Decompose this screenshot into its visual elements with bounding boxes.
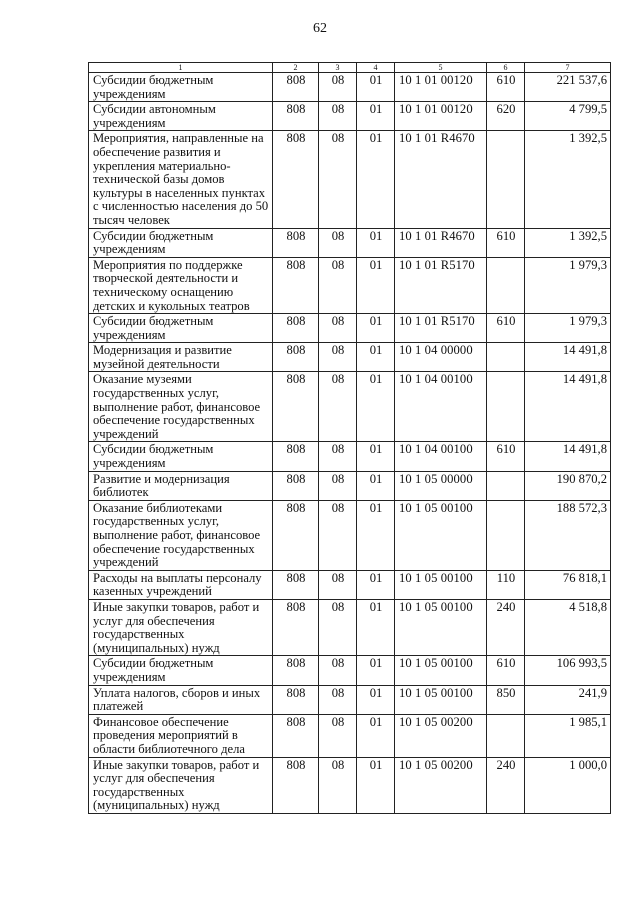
- section-code: 08: [319, 314, 357, 343]
- subsection-code: 01: [357, 131, 395, 228]
- item-name: Субсидии бюджетным учреждениям: [89, 442, 273, 471]
- item-name: Мероприятия, направленные на обеспечение развития и укрепления материально-технической базы домов культуры в населенных пунктах с численностью населения до 50 тысяч человек: [89, 131, 273, 228]
- ministry-code: 808: [273, 471, 319, 500]
- ministry-code: 808: [273, 656, 319, 685]
- target-article-code: 10 1 05 00100: [395, 656, 487, 685]
- expense-type-code: 610: [487, 314, 525, 343]
- section-code: 08: [319, 131, 357, 228]
- section-code: 08: [319, 599, 357, 655]
- subsection-code: 01: [357, 102, 395, 131]
- amount: 14 491,8: [525, 442, 611, 471]
- expense-type-code: [487, 343, 525, 372]
- expense-type-code: 610: [487, 442, 525, 471]
- table-row: [89, 73, 611, 102]
- subsection-code: 01: [357, 471, 395, 500]
- ministry-code: 808: [273, 343, 319, 372]
- ministry-code: 808: [273, 570, 319, 599]
- item-name: Развитие и модернизация библиотек: [89, 471, 273, 500]
- column-header: 5: [395, 63, 487, 73]
- expense-type-code: [487, 471, 525, 500]
- item-name: Модернизация и развитие музейной деятельности: [89, 343, 273, 372]
- section-code: 08: [319, 257, 357, 313]
- amount: 4 799,5: [525, 102, 611, 131]
- target-article-code: 10 1 05 00100: [395, 500, 487, 570]
- column-numbers-row: [89, 63, 611, 73]
- expense-type-code: 110: [487, 570, 525, 599]
- amount: 188 572,3: [525, 500, 611, 570]
- ministry-code: 808: [273, 228, 319, 257]
- expense-type-code: [487, 714, 525, 757]
- target-article-code: 10 1 01 R5170: [395, 314, 487, 343]
- column-header: 1: [89, 63, 273, 73]
- section-code: 08: [319, 228, 357, 257]
- ministry-code: 808: [273, 102, 319, 131]
- item-name: Иные закупки товаров, работ и услуг для обеспечения государственных (муниципальных) нужд: [89, 757, 273, 813]
- table-row: [89, 500, 611, 570]
- target-article-code: 10 1 04 00000: [395, 343, 487, 372]
- subsection-code: 01: [357, 656, 395, 685]
- target-article-code: 10 1 05 00200: [395, 757, 487, 813]
- amount: 1 979,3: [525, 314, 611, 343]
- amount: 1 979,3: [525, 257, 611, 313]
- section-code: 08: [319, 714, 357, 757]
- amount: 241,9: [525, 685, 611, 714]
- ministry-code: 808: [273, 599, 319, 655]
- section-code: 08: [319, 442, 357, 471]
- target-article-code: 10 1 01 00120: [395, 73, 487, 102]
- subsection-code: 01: [357, 257, 395, 313]
- expense-type-code: 240: [487, 757, 525, 813]
- item-name: Мероприятия по поддержке творческой деятельности и техническому оснащению детских и кукольных театров: [89, 257, 273, 313]
- expense-type-code: 240: [487, 599, 525, 655]
- subsection-code: 01: [357, 343, 395, 372]
- expense-type-code: 610: [487, 73, 525, 102]
- section-code: 08: [319, 73, 357, 102]
- section-code: 08: [319, 685, 357, 714]
- table-row: [89, 599, 611, 655]
- target-article-code: 10 1 01 R4670: [395, 131, 487, 228]
- item-name: Иные закупки товаров, работ и услуг для обеспечения государственных (муниципальных) нужд: [89, 599, 273, 655]
- subsection-code: 01: [357, 314, 395, 343]
- amount: 1 985,1: [525, 714, 611, 757]
- table-row: [89, 372, 611, 442]
- table-row: [89, 757, 611, 813]
- column-header: 2: [273, 63, 319, 73]
- subsection-code: 01: [357, 570, 395, 599]
- section-code: 08: [319, 500, 357, 570]
- subsection-code: 01: [357, 714, 395, 757]
- table-row: [89, 257, 611, 313]
- target-article-code: 10 1 04 00100: [395, 442, 487, 471]
- amount: 221 537,6: [525, 73, 611, 102]
- budget-table: [88, 62, 611, 814]
- ministry-code: 808: [273, 372, 319, 442]
- column-header: 3: [319, 63, 357, 73]
- amount: 1 392,5: [525, 228, 611, 257]
- amount: 106 993,5: [525, 656, 611, 685]
- table-row: [89, 471, 611, 500]
- section-code: 08: [319, 570, 357, 599]
- expense-type-code: 850: [487, 685, 525, 714]
- ministry-code: 808: [273, 257, 319, 313]
- target-article-code: 10 1 05 00100: [395, 570, 487, 599]
- subsection-code: 01: [357, 372, 395, 442]
- expense-type-code: [487, 257, 525, 313]
- table-row: [89, 656, 611, 685]
- table-row: [89, 228, 611, 257]
- ministry-code: 808: [273, 442, 319, 471]
- subsection-code: 01: [357, 500, 395, 570]
- expense-type-code: 610: [487, 228, 525, 257]
- section-code: 08: [319, 102, 357, 131]
- target-article-code: 10 1 05 00100: [395, 685, 487, 714]
- expense-type-code: [487, 500, 525, 570]
- item-name: Субсидии автономным учреждениям: [89, 102, 273, 131]
- ministry-code: 808: [273, 500, 319, 570]
- target-article-code: 10 1 04 00100: [395, 372, 487, 442]
- section-code: 08: [319, 343, 357, 372]
- amount: 190 870,2: [525, 471, 611, 500]
- amount: 1 000,0: [525, 757, 611, 813]
- item-name: Уплата налогов, сборов и иных платежей: [89, 685, 273, 714]
- ministry-code: 808: [273, 73, 319, 102]
- ministry-code: 808: [273, 314, 319, 343]
- subsection-code: 01: [357, 73, 395, 102]
- target-article-code: 10 1 01 R5170: [395, 257, 487, 313]
- amount: 14 491,8: [525, 372, 611, 442]
- section-code: 08: [319, 656, 357, 685]
- target-article-code: 10 1 05 00000: [395, 471, 487, 500]
- expense-type-code: [487, 372, 525, 442]
- subsection-code: 01: [357, 599, 395, 655]
- column-header: 6: [487, 63, 525, 73]
- column-header: 4: [357, 63, 395, 73]
- table-row: [89, 685, 611, 714]
- item-name: Расходы на выплаты персоналу казенных учреждений: [89, 570, 273, 599]
- subsection-code: 01: [357, 757, 395, 813]
- column-header: 7: [525, 63, 611, 73]
- target-article-code: 10 1 01 R4670: [395, 228, 487, 257]
- item-name: Финансовое обеспечение проведения мероприятий в области библиотечного дела: [89, 714, 273, 757]
- target-article-code: 10 1 01 00120: [395, 102, 487, 131]
- ministry-code: 808: [273, 685, 319, 714]
- table-row: [89, 102, 611, 131]
- expense-type-code: 610: [487, 656, 525, 685]
- table-row: [89, 570, 611, 599]
- section-code: 08: [319, 372, 357, 442]
- item-name: Субсидии бюджетным учреждениям: [89, 73, 273, 102]
- item-name: Субсидии бюджетным учреждениям: [89, 656, 273, 685]
- table-body: [89, 73, 611, 814]
- ministry-code: 808: [273, 757, 319, 813]
- target-article-code: 10 1 05 00200: [395, 714, 487, 757]
- table-row: [89, 314, 611, 343]
- section-code: 08: [319, 471, 357, 500]
- item-name: Оказание музеями государственных услуг, выполнение работ, финансовое обеспечение государственных учреждений: [89, 372, 273, 442]
- ministry-code: 808: [273, 131, 319, 228]
- amount: 76 818,1: [525, 570, 611, 599]
- subsection-code: 01: [357, 685, 395, 714]
- table-row: [89, 714, 611, 757]
- page-number: 62: [313, 21, 327, 36]
- expense-type-code: [487, 131, 525, 228]
- section-code: 08: [319, 757, 357, 813]
- subsection-code: 01: [357, 228, 395, 257]
- amount: 14 491,8: [525, 343, 611, 372]
- table-row: [89, 343, 611, 372]
- item-name: Субсидии бюджетным учреждениям: [89, 314, 273, 343]
- subsection-code: 01: [357, 442, 395, 471]
- table-row: [89, 131, 611, 228]
- item-name: Субсидии бюджетным учреждениям: [89, 228, 273, 257]
- ministry-code: 808: [273, 714, 319, 757]
- target-article-code: 10 1 05 00100: [395, 599, 487, 655]
- amount: 1 392,5: [525, 131, 611, 228]
- item-name: Оказание библиотеками государственных услуг, выполнение работ, финансовое обеспечение государственных учреждений: [89, 500, 273, 570]
- amount: 4 518,8: [525, 599, 611, 655]
- expense-type-code: 620: [487, 102, 525, 131]
- table-row: [89, 442, 611, 471]
